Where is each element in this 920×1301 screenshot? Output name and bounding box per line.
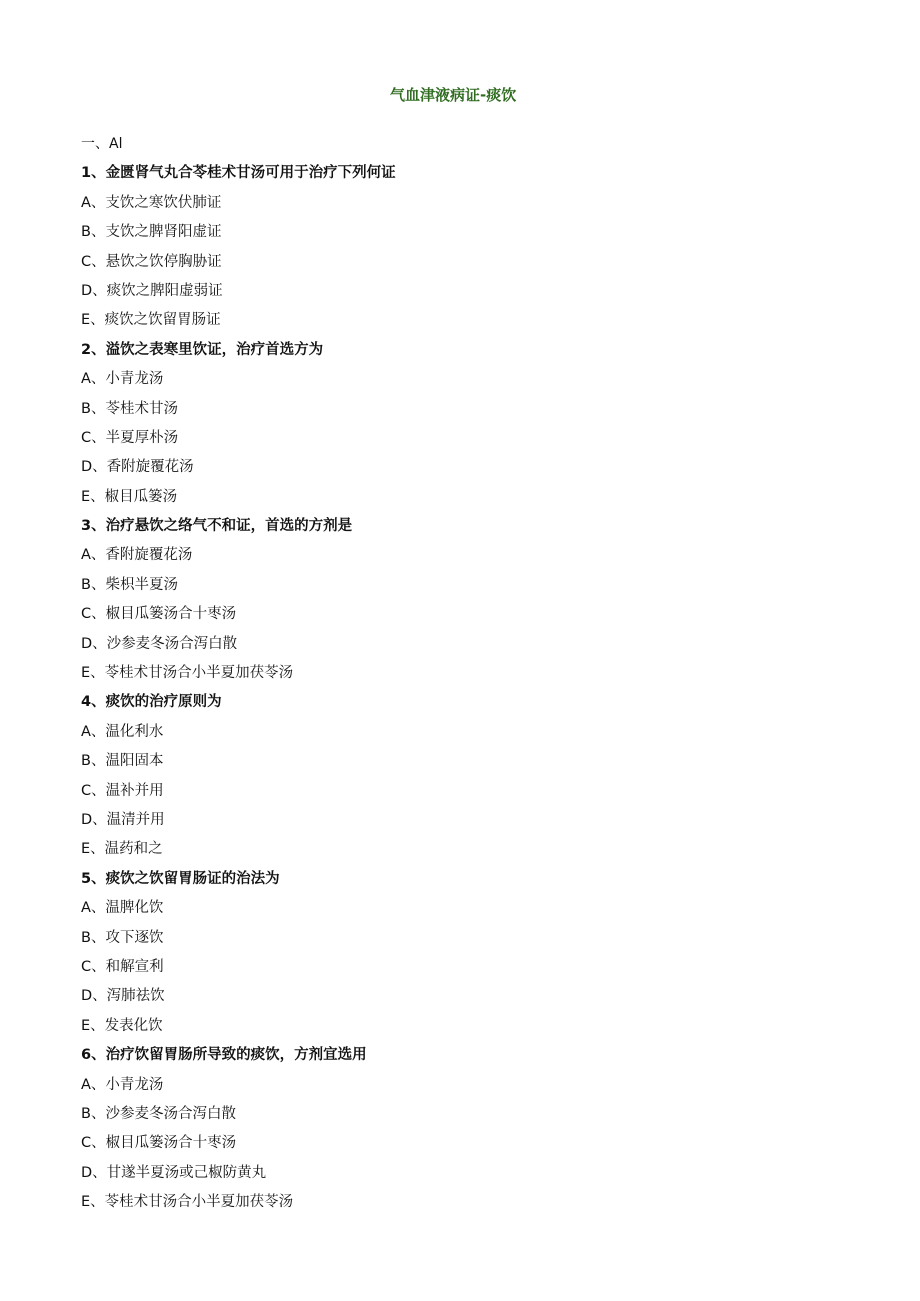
- option-letter: E、: [81, 665, 105, 682]
- option-3-c: [81, 600, 861, 629]
- option-3-d: [81, 630, 861, 659]
- option-1-b: [81, 218, 861, 247]
- option-text: 椒目瓜篓汤合十枣汤: [105, 1135, 237, 1152]
- option-letter: C、: [81, 782, 106, 799]
- option-letter: C、: [81, 606, 106, 623]
- option-5-b: [81, 924, 861, 953]
- option-6-b: [81, 1100, 861, 1129]
- option-text: 小青龙汤: [105, 371, 164, 388]
- question-number: 3、: [81, 518, 106, 535]
- section-heading: 一、Al: [81, 136, 123, 152]
- option-6-c: [81, 1129, 861, 1158]
- option-5-d: [81, 982, 861, 1011]
- option-3-e: [81, 659, 861, 688]
- question-number: 2、: [81, 341, 106, 358]
- option-2-a: [81, 365, 861, 394]
- option-4-a: [81, 718, 861, 747]
- option-text: 苓桂术甘汤: [105, 400, 178, 417]
- question-list: [81, 130, 861, 1217]
- option-3-a: [81, 541, 861, 570]
- option-letter: E、: [81, 488, 105, 505]
- option-letter: D、: [81, 635, 107, 652]
- option-letter: B、: [81, 224, 106, 241]
- option-letter: A、: [81, 194, 106, 211]
- question-2: [81, 336, 861, 365]
- option-letter: D、: [81, 459, 107, 476]
- option-text: 沙参麦冬汤合泻白散: [106, 635, 238, 652]
- option-text: 香附旋覆花汤: [106, 459, 194, 476]
- option-text: 温阳固本: [105, 753, 164, 770]
- option-4-e: [81, 835, 861, 864]
- option-text: 椒目瓜篓汤合十枣汤: [105, 606, 237, 623]
- option-text: 温清并用: [106, 811, 165, 828]
- option-1-e: [81, 306, 861, 335]
- option-letter: C、: [81, 429, 106, 446]
- option-5-e: [81, 1012, 861, 1041]
- option-1-d: [81, 277, 861, 306]
- question-5: [81, 865, 861, 894]
- question-number: 6、: [81, 1047, 106, 1064]
- option-4-d: [81, 806, 861, 835]
- option-text: 痰饮之脾阳虚弱证: [106, 282, 223, 299]
- option-4-c: [81, 777, 861, 806]
- option-2-c: [81, 424, 861, 453]
- option-letter: B、: [81, 1105, 106, 1122]
- question-text: 金匮肾气丸合苓桂术甘汤可用于治疗下列何证: [105, 165, 396, 182]
- option-letter: A、: [81, 900, 106, 917]
- option-letter: B、: [81, 753, 106, 770]
- question-text: 溢饮之表寒里饮证，治疗首选方为: [105, 341, 324, 358]
- option-text: 温脾化饮: [105, 900, 164, 917]
- question-4: [81, 688, 861, 717]
- option-letter: C、: [81, 1135, 106, 1152]
- option-letter: D、: [81, 811, 107, 828]
- option-text: 温补并用: [105, 782, 164, 799]
- question-number: 5、: [81, 870, 106, 887]
- option-letter: B、: [81, 929, 106, 946]
- option-letter: A、: [81, 547, 106, 564]
- option-text: 支饮之寒饮伏肺证: [105, 194, 222, 211]
- option-text: 小青龙汤: [105, 1076, 164, 1093]
- option-text: 柴枳半夏汤: [105, 576, 178, 593]
- option-letter: A、: [81, 1076, 106, 1093]
- question-1: [81, 159, 861, 188]
- question-text: 痰饮之饮留胃肠证的治法为: [105, 870, 280, 887]
- option-letter: E、: [81, 1194, 105, 1211]
- option-letter: B、: [81, 400, 106, 417]
- option-text: 痰饮之饮留胃肠证: [104, 312, 221, 329]
- option-letter: C、: [81, 958, 106, 975]
- option-2-b: [81, 395, 861, 424]
- option-text: 温化利水: [105, 723, 164, 740]
- option-5-c: [81, 953, 861, 982]
- option-text: 沙参麦冬汤合泻白散: [105, 1105, 236, 1122]
- option-text: 支饮之脾肾阳虚证: [105, 224, 222, 241]
- question-number: 1、: [81, 165, 106, 182]
- option-letter: A、: [81, 723, 106, 740]
- option-letter: A、: [81, 371, 106, 388]
- option-text: 和解宣利: [105, 958, 164, 975]
- question-6: [81, 1041, 861, 1070]
- question-number: 4、: [81, 694, 106, 711]
- option-text: 悬饮之饮停胸胁证: [105, 253, 222, 270]
- option-letter: D、: [81, 282, 107, 299]
- option-text: 苓桂术甘汤合小半夏加茯苓汤: [104, 1194, 294, 1211]
- option-letter: E、: [81, 841, 105, 858]
- option-1-c: [81, 248, 861, 277]
- option-5-a: [81, 894, 861, 923]
- option-6-a: [81, 1071, 861, 1100]
- option-6-d: [81, 1159, 861, 1188]
- option-letter: E、: [81, 312, 105, 329]
- option-text: 甘遂半夏汤或己椒防黄丸: [106, 1164, 267, 1181]
- option-letter: B、: [81, 576, 106, 593]
- option-2-d: [81, 453, 861, 482]
- option-text: 温药和之: [104, 841, 163, 858]
- option-letter: E、: [81, 1017, 105, 1034]
- question-text: 痰饮的治疗原则为: [105, 694, 222, 711]
- question-text: 治疗悬饮之络气不和证，首选的方剂是: [105, 518, 353, 535]
- option-text: 半夏厚朴汤: [105, 429, 179, 446]
- option-text: 苓桂术甘汤合小半夏加茯苓汤: [104, 665, 294, 682]
- question-3: [81, 512, 861, 541]
- option-text: 攻下逐饮: [105, 929, 164, 946]
- option-text: 泻肺祛饮: [106, 988, 165, 1005]
- option-4-b: [81, 747, 861, 776]
- option-letter: C、: [81, 253, 106, 270]
- option-letter: D、: [81, 988, 107, 1005]
- option-2-e: [81, 483, 861, 512]
- option-1-a: [81, 189, 861, 218]
- option-3-b: [81, 571, 861, 600]
- option-text: 发表化饮: [104, 1017, 163, 1034]
- document-title: 气血津液病证-痰饮: [390, 86, 517, 104]
- option-letter: D、: [81, 1164, 107, 1181]
- option-text: 椒目瓜篓汤: [104, 488, 178, 505]
- option-6-e: [81, 1188, 861, 1217]
- option-text: 香附旋覆花汤: [105, 547, 193, 564]
- question-text: 治疗饮留胃肠所导致的痰饮，方剂宜选用: [105, 1047, 367, 1064]
